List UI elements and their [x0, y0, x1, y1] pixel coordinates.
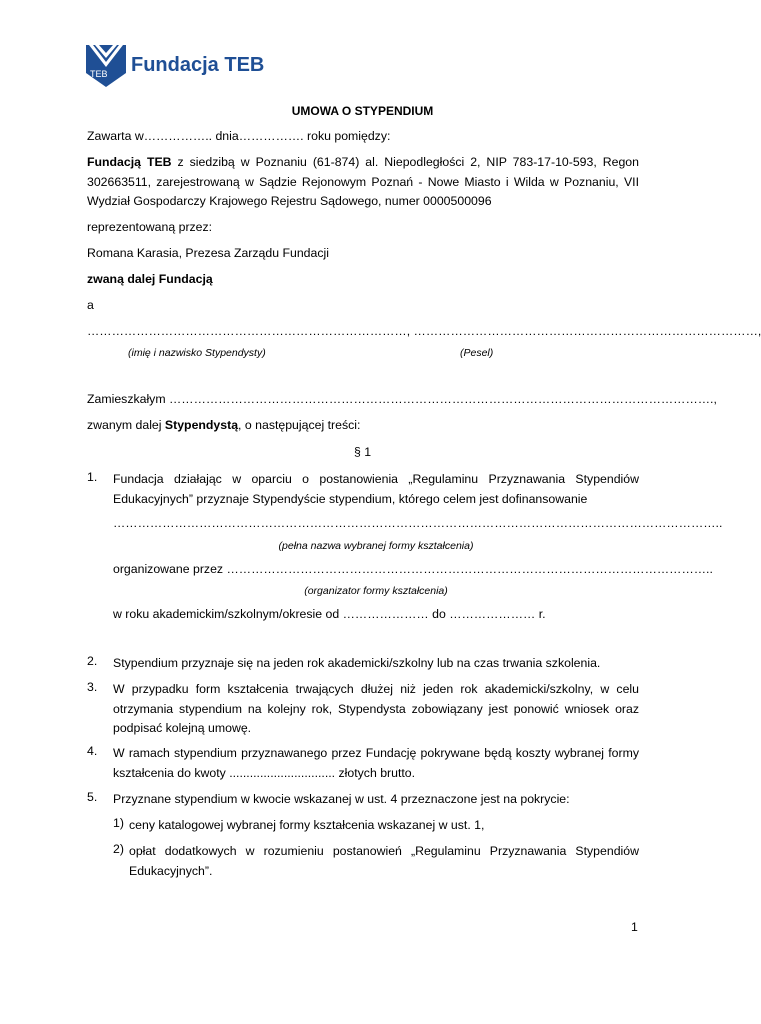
item-5-text: Przyznane stypendium w kwocie wskazanej w ust. 4 przeznaczone jest na pokrycie: [113, 792, 570, 806]
scholar-fill-line[interactable]: ……………………………………………………………………, …………………………………………………………………………, [87, 324, 761, 338]
item-5-number: 5. [87, 790, 98, 804]
item-3-text: W przypadku form kształcenia trwających dłużej niż jeden rok akademicki/szkolny, w celu otrzymania stypendium na kolejny rok, Stypendysta zobowiązany jest ponowić wniosek oraz podpisać kolejną umowę. [113, 682, 639, 735]
teb-logo-icon [86, 43, 126, 89]
logo-text: Fundacja TEB [131, 54, 265, 76]
foundation-details: z siedzibą w Poznaniu (61-874) al. Niepodległości 2, NIP 783-17-10-593, Regon 302663511, zarejestrowaną w Sądzie Rejonowym Poznań - Nowe Miasto i Wilda w Poznaniu, VII Wydział Gospodarczy Krajowego Rejestru Sądowego, numer 0000500096 [87, 155, 639, 208]
called-foundation: zwaną dalej Fundacją [87, 272, 213, 286]
subitem-2-number: 2) [113, 842, 124, 856]
page-number: 1 [631, 920, 638, 934]
caption-pesel: (Pesel) [460, 347, 494, 359]
represented-by: reprezentowaną przez: [87, 220, 213, 234]
item-4-text: W ramach stypendium przyznawanego przez Fundację pokrywane będą koszty wybranej formy kształcenia do kwoty ............................... złotych brutto. [113, 746, 639, 780]
caption-form-name: (pełna nazwa wybranej formy kształcenia) [278, 540, 474, 552]
item-4-number: 4. [87, 744, 98, 758]
residence-line[interactable]: Zamieszkałym ……………………………………………………………………………………………………………………., [87, 392, 717, 406]
period-line[interactable]: w roku akademickim/szkolnym/okresie od ………………… do ………………… r. [113, 607, 546, 621]
section-mark: § 1 [353, 445, 372, 459]
organizer-line[interactable]: organizowane przez ……………………………………………………………………………………………………….. [113, 562, 713, 576]
item-1-text: Fundacja działając w oparciu o postanowienia „Regulaminu Przyznawania Stypendiów Edukacyjnych” przyznaje Stypendyście stypendium, którego celem jest dofinansowanie [113, 472, 639, 506]
item-3-number: 3. [87, 680, 98, 694]
item-1-number: 1. [87, 470, 98, 484]
caption-organizer: (organizator formy kształcenia) [304, 585, 448, 597]
subitem-2-text: opłat dodatkowych w rozumieniu postanowień „Regulaminu Przyznawania Stypendiów Edukacyjnych”. [129, 844, 639, 878]
item-2-number: 2. [87, 654, 98, 668]
logo-badge: TEB [90, 69, 108, 79]
representative: Romana Karasia, Prezesa Zarządu Fundacji [87, 246, 329, 260]
foundation-name: Fundacją TEB [87, 155, 172, 169]
called-scholar: zwanym dalej Stypendystą, o następującej treści: [87, 418, 361, 432]
caption-name: (imię i nazwisko Stypendysty) [128, 347, 266, 359]
subitem-1-number: 1) [113, 816, 124, 830]
and-word: a [87, 298, 94, 312]
concluded-line: Zawarta w…………….. dnia……………. roku pomiędzy: [87, 129, 391, 143]
subitem-1-text: ceny katalogowej wybranej formy kształcenia wskazanej w ust. 1, [129, 818, 485, 832]
foundation-paragraph [87, 153, 639, 212]
form-name-line[interactable]: ………………………………………………………………………………………………………………………………….. [113, 516, 723, 530]
item-2-text: Stypendium przyznaje się na jeden rok akademicki/szkolny lub na czas trwania szkolenia. [113, 656, 601, 670]
document-title: UMOWA O STYPENDIUM [291, 104, 434, 118]
